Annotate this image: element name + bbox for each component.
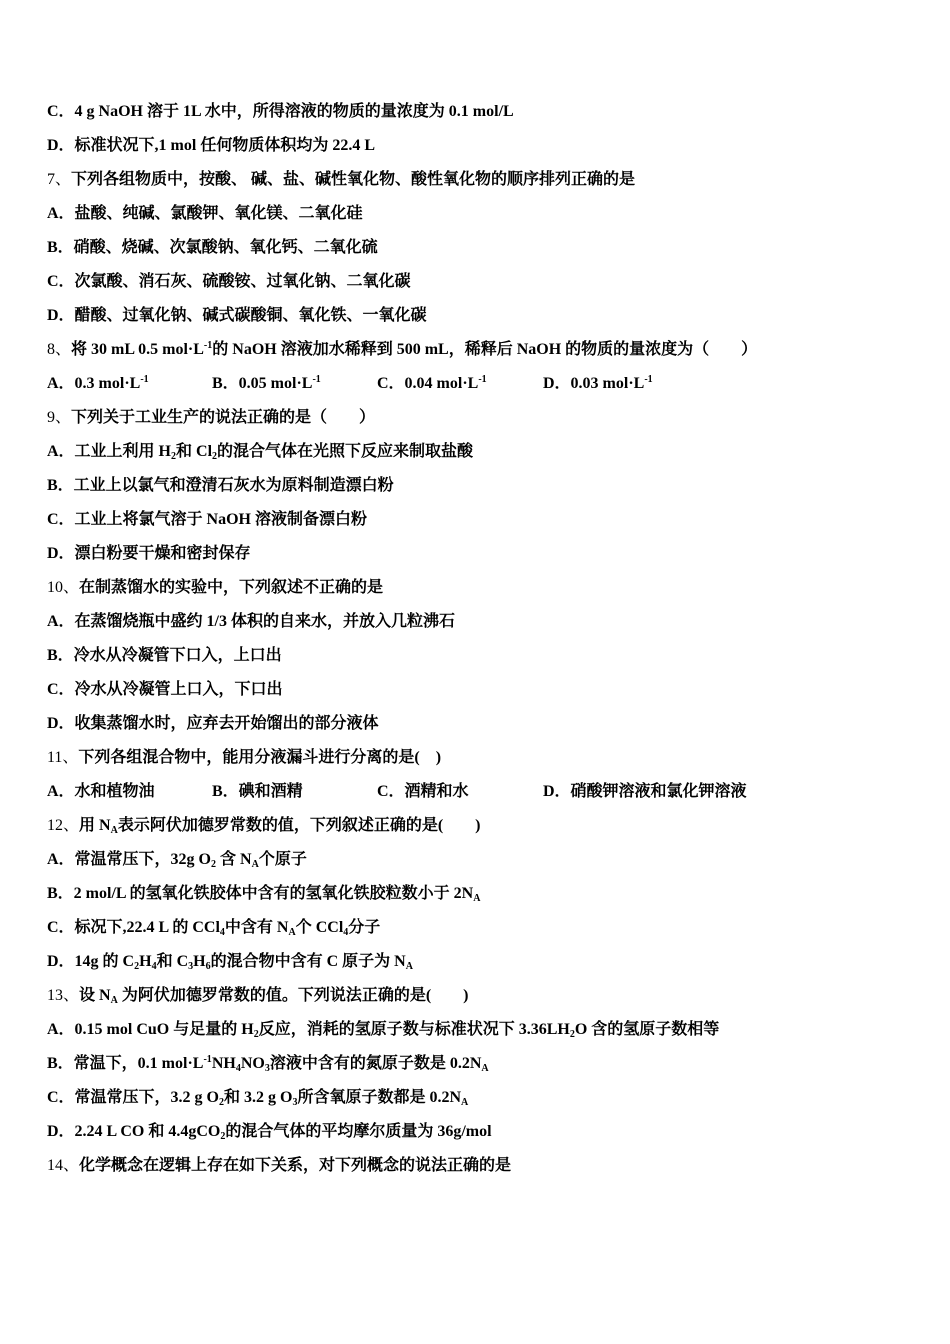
superscript: -1 [644, 374, 653, 385]
text-run: NO [240, 1055, 265, 1072]
subscript: A [251, 859, 259, 870]
text-run: 和 C [156, 953, 189, 970]
text-run: 的混合气体的平均摩尔质量为 36g/mol [225, 1123, 492, 1140]
subscript: 4 [343, 927, 349, 938]
text-run: A．0.15 mol CuO 与足量的 H [47, 1021, 254, 1038]
subscript: A [481, 1063, 489, 1074]
answer-option [47, 373, 149, 395]
text-run: B．0.05 mol·L [212, 375, 313, 392]
subscript: 2 [219, 1097, 225, 1108]
text-run: 下列各组物质中，按酸、 碱、盐、碱性氧化物、酸性氧化物的顺序排列正确的是 [71, 171, 636, 188]
subscript: 4 [219, 927, 225, 938]
subscript: 2 [134, 961, 140, 972]
answer-option [47, 509, 367, 531]
question-stem [47, 577, 383, 599]
text-run: 为阿伏加德罗常数的值。下列说法正确的是( ) [117, 987, 469, 1004]
superscript: -1 [140, 374, 149, 385]
subscript: A [405, 961, 413, 972]
superscript: -1 [203, 340, 213, 351]
subscript: A [288, 927, 296, 938]
text-run: 和 3.2 g O [224, 1089, 293, 1106]
text-run: 个原子 [258, 851, 307, 868]
answer-option [47, 237, 378, 259]
answer-option [47, 611, 455, 633]
text-run: 化学概念在逻辑上存在如下关系，对下列概念的说法正确的是 [79, 1157, 512, 1174]
text-run: B．碘和酒精 [212, 783, 303, 800]
text-run: 所含氧原子数都是 0.2N [297, 1089, 462, 1106]
question-number: 12、 [47, 817, 80, 834]
text-run: 和 Cl [176, 443, 213, 460]
text-run: A．0.3 mol·L [47, 375, 141, 392]
text-run: 中含有 N [224, 919, 289, 936]
subscript: A [461, 1097, 469, 1108]
text-run: C．冷水从冷凝管上口入，下口出 [47, 681, 283, 698]
question-number: 11、 [47, 749, 79, 766]
answer-option [47, 203, 363, 225]
answer-option [377, 373, 487, 395]
text-run: NH [211, 1055, 236, 1072]
text-run: 下列各组混合物中，能用分液漏斗进行分离的是( ) [78, 749, 442, 766]
text-run: A．工业上利用 H [47, 443, 172, 460]
subscript: 2 [211, 859, 217, 870]
text-run: 在制蒸馏水的实验中，下列叙述不正确的是 [79, 579, 384, 596]
answer-option [47, 917, 380, 939]
subscript: 2 [171, 451, 177, 462]
text-run: D．标准状况下,1 mol 任何物质体积均为 22.4 L [47, 137, 376, 154]
subscript: A [110, 825, 118, 836]
text-run: A．盐酸、纯碱、氯酸钾、氧化镁、二氧化硅 [47, 205, 363, 222]
answer-option [47, 883, 480, 905]
answer-option [47, 781, 155, 803]
text-run: C．常温常压下，3.2 g O [47, 1089, 220, 1106]
answer-option [47, 1053, 489, 1075]
answer-option [47, 543, 251, 565]
text-run: 的混合气体在光照下反应来制取盐酸 [217, 443, 474, 460]
question-stem [47, 747, 441, 769]
answer-option [47, 849, 307, 871]
question-stem [47, 985, 468, 1007]
subscript: 2 [569, 1029, 575, 1040]
text-run: 下列关于工业生产的说法正确的是（ ） [71, 409, 376, 426]
subscript: 3 [292, 1097, 298, 1108]
question-number: 8、 [47, 341, 72, 358]
answer-option [47, 305, 427, 327]
question-number: 10、 [47, 579, 80, 596]
text-run: B．工业上以氯气和澄清石灰水为原料制造漂白粉 [47, 477, 394, 494]
question-stem [47, 1155, 511, 1177]
question-number: 13、 [47, 987, 80, 1004]
answer-option [47, 1087, 468, 1109]
answer-option [47, 441, 473, 463]
text-run: A．水和植物油 [47, 783, 155, 800]
question-stem [47, 169, 635, 191]
answer-option [47, 135, 375, 157]
text-run: 表示阿伏加德罗常数的值，下列叙述正确的是( ) [117, 817, 481, 834]
text-run: 反应，消耗的氢原子数与标准状况下 3.36LH [258, 1021, 570, 1038]
text-run: D．2.24 L CO 和 4.4gCO [47, 1123, 221, 1140]
subscript: A [473, 893, 481, 904]
question-number: 9、 [47, 409, 72, 426]
text-run: C．酒精和水 [377, 783, 469, 800]
text-run: 含 N [216, 851, 252, 868]
text-run: D．醋酸、过氧化钠、碱式碳酸铜、氧化铁、一氧化碳 [47, 307, 427, 324]
text-run: H [139, 953, 152, 970]
superscript: -1 [478, 374, 487, 385]
answer-option [543, 373, 653, 395]
answer-option [212, 781, 303, 803]
text-run: D．收集蒸馏水时，应弃去开始馏出的部分液体 [47, 715, 379, 732]
text-run: 溶液中含有的氮原子数是 0.2N [269, 1055, 482, 1072]
answer-option [377, 781, 469, 803]
question-stem [47, 815, 480, 837]
text-run: B．硝酸、烧碱、次氯酸钠、氧化钙、二氧化硫 [47, 239, 378, 256]
text-run: A．常温常压下，32g O [47, 851, 212, 868]
answer-option [47, 1019, 719, 1041]
text-run: C．次氯酸、消石灰、硫酸铵、过氧化钠、二氧化碳 [47, 273, 411, 290]
subscript: 4 [151, 961, 157, 972]
question-stem [47, 339, 757, 361]
text-run: A．在蒸馏烧瓶中盛约 1/3 体积的自来水，并放入几粒沸石 [47, 613, 456, 630]
question-number: 14、 [47, 1157, 80, 1174]
answer-option [47, 713, 379, 735]
answer-option [47, 951, 413, 973]
answer-option [212, 373, 321, 395]
answer-option [47, 475, 394, 497]
answer-option [47, 271, 411, 293]
text-run: D．漂白粉要干燥和密封保存 [47, 545, 251, 562]
text-run: 设 N [79, 987, 111, 1004]
text-run: 分子 [348, 919, 381, 936]
text-run: C．0.04 mol·L [377, 375, 479, 392]
text-run: H [193, 953, 206, 970]
subscript: 2 [253, 1029, 259, 1040]
subscript: 3 [188, 961, 194, 972]
subscript: 6 [205, 961, 211, 972]
subscript: A [110, 995, 118, 1006]
question-stem [47, 407, 375, 429]
text-run: C．工业上将氯气溶于 NaOH 溶液制备漂白粉 [47, 511, 368, 528]
text-run: B．2 mol/L 的氢氧化铁胶体中含有的氢氧化铁胶粒数小于 2N [47, 885, 474, 902]
subscript: 4 [235, 1063, 241, 1074]
text-run: D．14g 的 C [47, 953, 135, 970]
subscript: 3 [264, 1063, 270, 1074]
text-run: D．0.03 mol·L [543, 375, 645, 392]
answer-option [47, 645, 282, 667]
text-run: 的混合物中含有 C 原子为 N [210, 953, 406, 970]
subscript: 2 [212, 451, 218, 462]
text-run: D．硝酸钾溶液和氯化钾溶液 [543, 783, 747, 800]
subscript: 2 [220, 1131, 226, 1142]
text-run: C．4 g NaOH 溶于 1L 水中，所得溶液的物质的量浓度为 0.1 mol/L [47, 103, 514, 120]
answer-option [47, 679, 283, 701]
text-run: O 含的氢原子数相等 [574, 1021, 720, 1038]
superscript: -1 [312, 374, 321, 385]
text-run: 用 N [79, 817, 111, 834]
text-run: 将 30 mL 0.5 mol·L [71, 341, 204, 358]
text-run: 的 NaOH 溶液加水稀释到 500 mL，稀释后 NaOH 的物质的量浓度为（ ） [212, 341, 758, 358]
text-run: B．常温下，0.1 mol·L [47, 1055, 204, 1072]
text-run: B．冷水从冷凝管下口入，上口出 [47, 647, 282, 664]
superscript: -1 [203, 1054, 212, 1065]
text-run: C．标况下,22.4 L 的 CCl [47, 919, 220, 936]
question-number: 7、 [47, 171, 72, 188]
answer-option [47, 101, 514, 123]
text-run: 个 CCl [295, 919, 344, 936]
answer-option [47, 1121, 492, 1143]
answer-option [543, 781, 747, 803]
